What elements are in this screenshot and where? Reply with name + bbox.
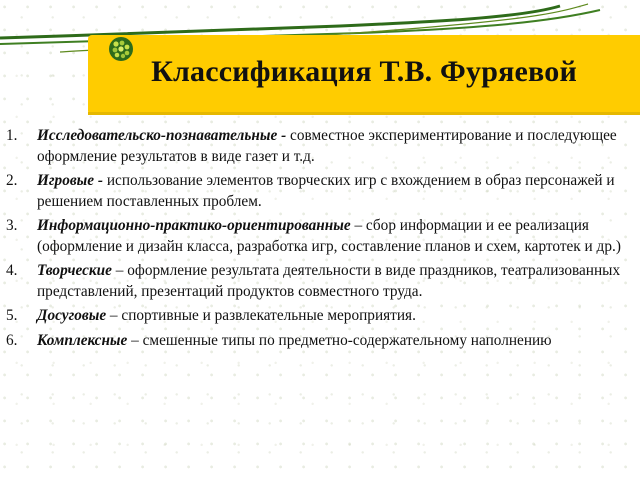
item-number: 4. (6, 262, 18, 279)
item-number: 6. (6, 331, 18, 349)
list-item (0, 261, 636, 302)
item-term: Исследовательско-познавательные (37, 127, 278, 144)
item-term: Игровые (37, 172, 95, 189)
list-item (0, 216, 636, 257)
item-separator: – (106, 307, 122, 324)
item-description: использование элементов творческих игр с вхождением в образ персонажей и решением поставленных проблем. (37, 172, 615, 210)
item-number: 2. (6, 172, 18, 189)
item-description: спортивные и развлекательные мероприятия. (121, 307, 416, 324)
item-separator: – (127, 331, 143, 349)
item-number: 3. (6, 217, 18, 234)
list-item (0, 331, 636, 352)
item-term: Досуговые (37, 307, 107, 324)
title-band-shadow (88, 112, 640, 115)
item-separator: – (111, 262, 128, 279)
item-separator: – (350, 217, 366, 234)
item-description: оформление результата деятельности в виде праздников, театрализованных представлений, презентаций продуктов совместного труда. (37, 262, 621, 300)
item-description: смешенные типы по предметно-содержательному наполнению (142, 331, 552, 349)
item-number: 5. (6, 307, 18, 324)
item-description: сбор информации и ее реализация (оформление и дизайн класса, разработка игр, составление планов и схем, картотек и др.) (37, 217, 621, 255)
list-item (0, 126, 636, 167)
item-term: Информационно-практико-ориентированные (37, 217, 351, 234)
item-separator: - (94, 172, 107, 189)
item-term: Комплексные (37, 331, 128, 349)
list-item (0, 171, 636, 212)
item-description: совместное экспериментирование и последующее оформление результатов в виде газет и т.д. (37, 127, 617, 165)
item-separator: - (277, 127, 291, 144)
page-title: Классификация Т.В. Фуряевой (151, 55, 577, 88)
item-number: 1. (6, 127, 18, 144)
item-term: Творческие (37, 262, 112, 279)
classification-list (0, 126, 636, 355)
list-item (0, 306, 636, 327)
